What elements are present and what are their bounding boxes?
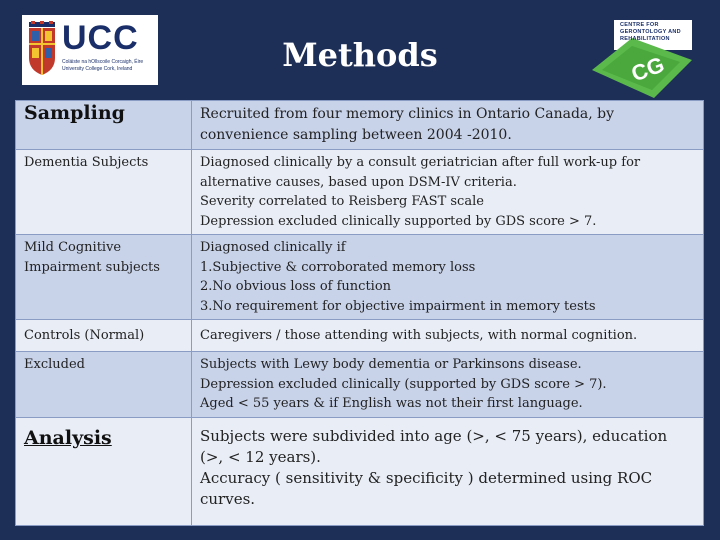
- row-content-excluded: [192, 352, 704, 418]
- row-label-excluded: Excluded: [16, 352, 192, 418]
- centre-name: CENTRE FOR GERONTOLOGY AND REHABILITATION: [620, 22, 681, 42]
- row-line: Severity correlated to Reisberg FAST scale: [200, 194, 484, 209]
- row-label-controls: Controls (Normal): [16, 320, 192, 352]
- svg-text:CG: CG: [627, 51, 668, 87]
- row-line: Recruited from four memory clinics in Ontario Canada, by convenience sampling between 2004 -2010.: [200, 106, 615, 143]
- row-content-mci: [192, 235, 704, 320]
- row-label-dementia: Dementia Subjects: [16, 150, 192, 235]
- row-label-mci: Mild Cognitive Impairment subjects: [16, 235, 192, 320]
- row-content-sampling: [192, 101, 704, 150]
- table-row-mci: [16, 235, 704, 320]
- row-line: Caregivers / those attending with subjects, with normal cognition.: [200, 327, 638, 343]
- row-line: Depression excluded clinically (supported by GDS score > 7).: [200, 376, 607, 392]
- table-row-analysis: [16, 418, 704, 526]
- row-line: 3.No requirement for objective impairment in memory tests: [200, 298, 596, 314]
- table-row-sampling: [16, 101, 704, 150]
- gerontology-centre-logo: [592, 20, 702, 100]
- row-content-dementia: [192, 150, 704, 235]
- page-title: Methods: [282, 36, 438, 74]
- logo-name: UCC: [62, 19, 139, 57]
- row-line: Diagnosed clinically if: [200, 240, 346, 255]
- row-line: Diagnosed clinically by a consult geriatrician after full work-up for alternative causes, based upon DSM-IV criteria.: [200, 155, 641, 190]
- logo-subtitle: Coláiste na hOllscoile Corcaigh, Éire University College Cork, Ireland: [62, 59, 144, 72]
- row-line: Depression excluded clinically supported by GDS score > 7.: [200, 213, 597, 229]
- row-label-sampling: Sampling: [16, 101, 192, 150]
- methods-table: [15, 100, 704, 526]
- row-label-analysis: Analysis: [16, 418, 192, 526]
- table-row-controls: [16, 320, 704, 352]
- row-line: Aged < 55 years & if English was not their first language.: [200, 396, 583, 411]
- row-line: Subjects were subdivided into age (>, < 75 years), education (>, < 12 years).: [200, 427, 668, 466]
- table-row-dementia: [16, 150, 704, 235]
- table-row-excluded: [16, 352, 704, 418]
- row-content-controls: [192, 320, 704, 352]
- row-line: 1.Subjective & corroborated memory loss: [200, 259, 476, 275]
- row-line: 2.No obvious loss of function: [200, 279, 392, 294]
- row-line: Accuracy ( sensitivity & specificity ) determined using ROC curves.: [200, 469, 653, 508]
- row-content-analysis: [192, 418, 704, 526]
- row-line: Subjects with Lewy body dementia or Parkinsons disease.: [200, 357, 582, 372]
